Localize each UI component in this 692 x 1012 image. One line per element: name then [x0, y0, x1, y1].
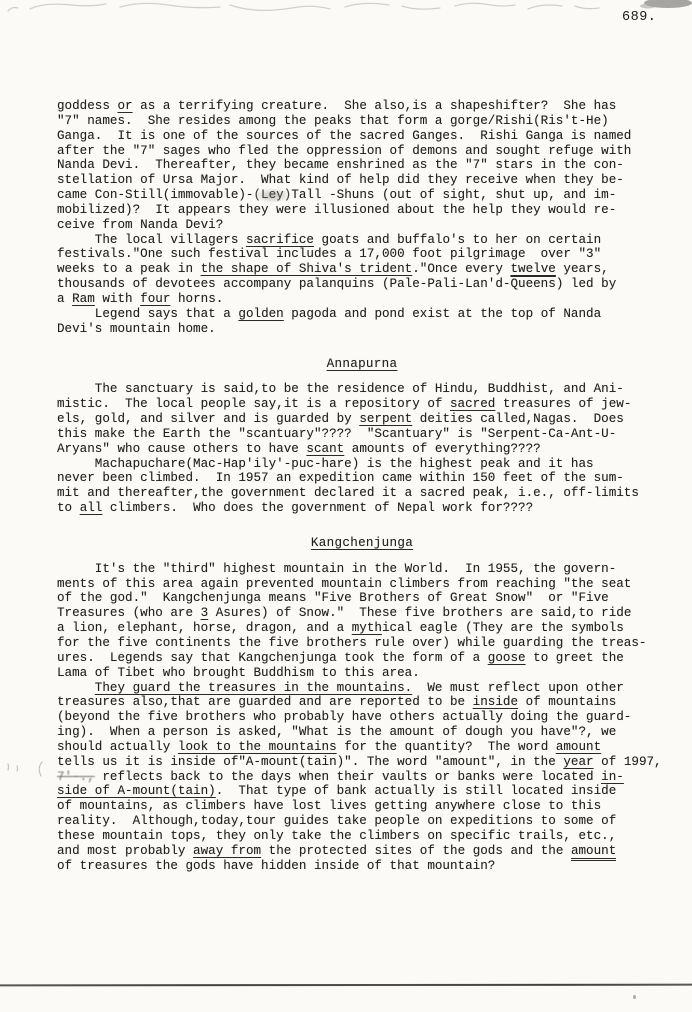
- text-line: Nanda Devi. Thereafter, they became enshrined as the "7" stars in the con-: [57, 158, 624, 173]
- page-number: 689.: [622, 10, 657, 25]
- text-line: Ganga. It is one of the sources of the sacred Ganges. Rishi Ganga is named: [57, 128, 632, 143]
- text-line: It's the "third" highest mountain in the World. In 1955, the govern-: [57, 561, 617, 576]
- text-line: They guard the treasures in the mountains. We must reflect upon other: [94, 680, 624, 695]
- text-line: Legend says that a golden pagoda and pond exist at the top of Nanda: [57, 306, 602, 321]
- text-line: mistic. The local people say,it is a repository of sacred treasures of jew-: [57, 397, 632, 412]
- document-body: [57, 99, 667, 874]
- paragraph: [57, 382, 667, 516]
- text-line: these mountain tops, they only take the climbers on specific trails, etc.,: [57, 828, 617, 843]
- text-line: tells us it is inside of"A-mount(tain)". The word "amount", in the year of 1997,: [57, 754, 662, 769]
- text-line: els, gold, and silver and is guarded by serpent deities called,Nagas. Does: [57, 412, 624, 427]
- text-line: The sanctuary is said,to be the residence of Hindu, Buddhist, and Ani-: [57, 382, 624, 397]
- section-heading: Annapurna: [326, 356, 398, 371]
- margin-pencil-mark: [0, 750, 60, 784]
- text-line: of mountains, as climbers have lost lives getting anywhere close to this: [57, 799, 602, 814]
- paragraph: [57, 562, 667, 874]
- text-line: reality. Although,today,tour guides take people on expeditions to some of: [57, 814, 617, 829]
- text-line: The local villagers sacrifice goats and buffalo's to her on certain: [57, 232, 602, 247]
- text-line: side of A-mount(tain). That type of bank actually is still located inside: [57, 784, 617, 799]
- text-line: Treasures (who are 3 Asures) of Snow." These five brothers are said,to ride: [57, 606, 632, 621]
- text-line: and most probably away from the protected sites of the gods and the amount: [57, 844, 667, 859]
- text-line: stellation of Ursa Major. What kind of help did they receive when they be-: [57, 173, 624, 188]
- text-line: to all climbers. Who does the government of Nepal work for????: [57, 501, 534, 516]
- text-line: ing). When a person is asked, "What is the amount of dough you have"?, we: [57, 725, 617, 740]
- text-line: a Ram with four horns.: [57, 291, 224, 306]
- text-line: mobilized)? It appears they were illusioned about the help they would re-: [57, 202, 617, 217]
- scan-edge-line: [0, 984, 692, 987]
- text-line: of treasures the gods have hidden inside of that mountain?: [57, 858, 496, 873]
- text-line: came Con-Still(immovable)-(Ley)Tall -Shuns (out of sight, shut up, and im-: [57, 188, 617, 203]
- text-line: a lion, elephant, horse, dragon, and a mythical eagle (They are the symbols: [57, 621, 624, 636]
- paragraph: [57, 99, 667, 337]
- text-line: ceive from Nanda Devi?: [57, 217, 224, 232]
- text-line: goddess or as a terrifying creature. She also,is a shapeshifter? She has: [57, 99, 617, 113]
- text-line: thousands of devotees accompany palanquins (Pale-Pali-Lan'd-Queens) led by: [57, 277, 617, 292]
- text-line: Aryans" who cause others to have scant amounts of everything????: [57, 441, 541, 456]
- scan-speck: [633, 995, 636, 999]
- text-line: Machapuchare(Mac-Hap'ily'-puc-hare) is the highest peak and it has: [57, 456, 594, 471]
- text-line: festivals."One such festival includes a 17,000 foot pilgrimage over "3": [57, 247, 602, 262]
- text-line: never been climbed. In 1957 an expedition came within 150 feet of the sum-: [57, 471, 624, 486]
- text-line: of the god." Kangchenjunga means "Five Brothers of Great Snow" or "Five: [57, 591, 609, 606]
- text-line: 7'-., reflects back to the days when their vaults or banks were located in-: [57, 769, 624, 784]
- text-line: Lama of Tibet who brought Buddhism to this area.: [57, 665, 420, 680]
- text-line: weeks to a peak in the shape of Shiva's trident."Once every twelve years,: [57, 262, 609, 277]
- text-line: after the "7" sages who fled the oppression of demons and sought refuge with: [57, 143, 632, 158]
- text-line: Devi's mountain home.: [57, 321, 216, 336]
- text-line: mit and thereafter,the government declared it a sacred peak, i.e., off-limits: [57, 486, 639, 501]
- text-line: ures. Legends say that Kangchenjunga took the form of a goose to greet the: [57, 650, 624, 665]
- text-line: this make the Earth the "scantuary"???? "Scantuary" is "Serpent-Ca-Ant-U-: [57, 426, 617, 441]
- text-line: (beyond the five brothers who probably have others actually doing the guard-: [57, 710, 632, 725]
- text-line: treasures also,that are guarded and are reported to be inside of mountains: [57, 695, 617, 710]
- text-line: should actually look to the mountains for the quantity? The word amount: [57, 739, 602, 754]
- text-line: for the five continents the five brothers rule over) while guarding the treas-: [57, 636, 647, 650]
- section-heading: Kangchenjunga: [310, 535, 414, 550]
- text-line: ments of this area again prevented mountain climbers from reaching "the seat: [57, 576, 632, 591]
- text-line: "7" names. She resides among the peaks that form a gorge/Rishi(Ris't-He): [57, 113, 609, 128]
- scan-smudge-top: [0, 0, 692, 20]
